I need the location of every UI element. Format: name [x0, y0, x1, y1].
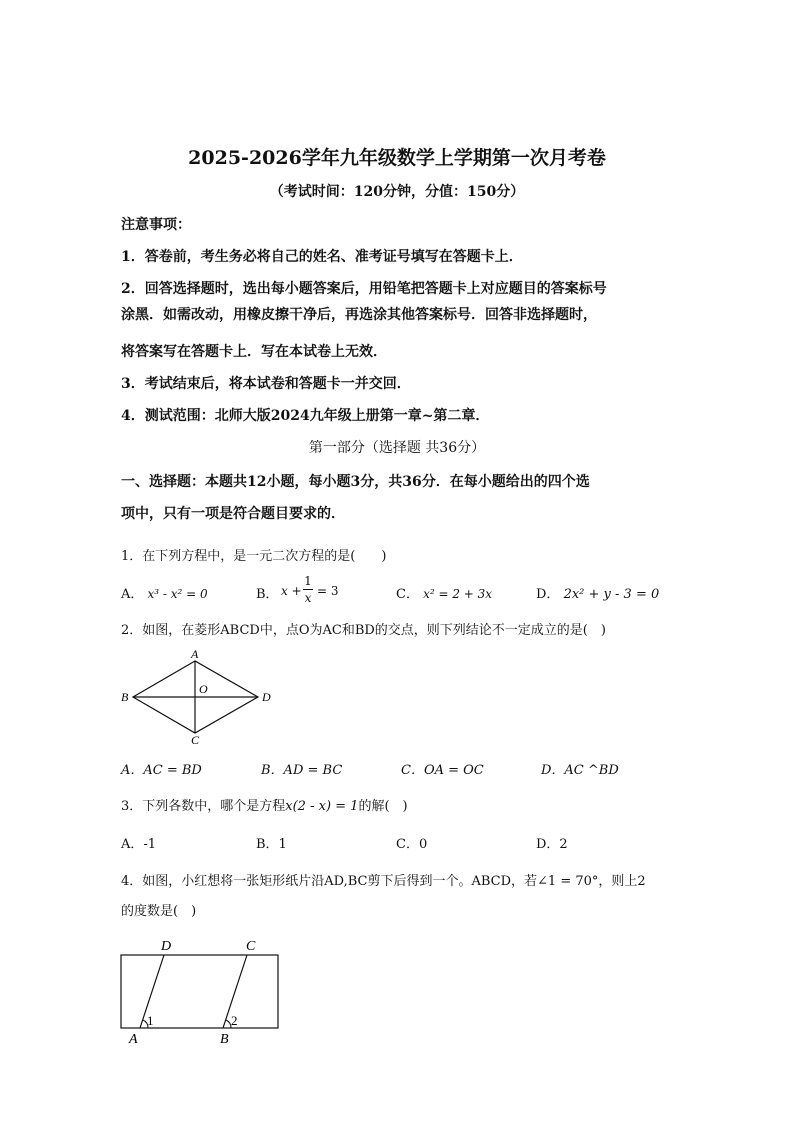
- question-2-option-b: B．AD = BC: [261, 763, 343, 778]
- question-1-option-a: A． x³ - x² = 0: [121, 587, 208, 602]
- question-3-option-b: B．1: [256, 837, 287, 852]
- page-title: 2025-2026学年九年级数学上学期第一次月考卷: [188, 147, 606, 169]
- question-4-stem-line1: 4．如图，小红想将一张矩形纸片沿AD,BC剪下后得到一个。ABCD，若∠1 = 70°，则上2: [121, 874, 646, 889]
- question-1-option-c: C． x² = 2 + 3x: [396, 587, 493, 602]
- exam-page: 2025-2026学年九年级数学上学期第一次月考卷 （考试时间：120分钟，分值：150分） 注意事项： 1．答卷前，考生务必将自己的姓名、准考证号填写在答题卡上． 2．回答选择题时，选出每小题答案后，用铅笔把答题卡上对应题目的答案标号 涂黑．如需改动，用橡皮擦干净后，再选涂其他答案标号．回答非选择题时， 将答案写在答题卡上．写在本试卷上无效． 3．考试结束后，将本试卷和答题卡一并交回． 4．测试范围：北师大版2024九年级上册第一章~第二章． 第一部分（选择题 共36分） 一、选择题：本题共12小题，每小题3分，共36分．在每小题给出的四个选 项中，只有一项是符合题目要求的． 1．在下列方程中，是一元二次方程的是( ) A． x³ - x² = 0 B． x + 1 x = 3 C． x² = 2 + 3x D． 2x² + y - 3 = 0 2．如图，在菱形ABCD中，点O为AC和BD的交点，则下列结论不一定成立的是( ) A B C D O A．AC = BD B．AD = BC C．OA = OC D．AC ^BD 3．下列各数中，哪个是方程x(2 - x) = 1的解( ) A．-1 B．1 C．0 D．2 4．如图，小红想将一张矩形纸片沿AD,BC剪下后得到一个。ABCD，若∠1 = 70°，则上2 的度数是( ) D C A B 1 2: [0, 0, 794, 1123]
- question-3-option-d: D．2: [536, 837, 568, 852]
- label-angle-1: 1: [147, 1013, 154, 1028]
- equation: x(2 - x) = 1: [285, 799, 359, 814]
- notice-heading: 注意事项：: [121, 217, 191, 233]
- question-1-stem: 1．在下列方程中，是一元二次方程的是( ): [121, 549, 387, 564]
- rectangle-outline: [121, 955, 278, 1028]
- notice-item-2-cont: 涂黑．如需改动，用橡皮擦干净后，再选涂其他答案标号．回答非选择题时，: [121, 307, 597, 323]
- question-3-stem: 3．下列各数中，哪个是方程x(2 - x) = 1的解( ): [121, 799, 408, 814]
- label-angle-2: 2: [231, 1013, 238, 1028]
- label-d: D: [161, 939, 172, 954]
- label-d: D: [262, 690, 271, 704]
- exam-info: （考试时间：120分钟，分值：150分）: [269, 184, 525, 200]
- section-heading-line1: 一、选择题：本题共12小题，每小题3分，共36分．在每小题给出的四个选: [121, 474, 590, 490]
- label-a: A: [191, 647, 199, 661]
- question-1-option-b: B．: [256, 587, 279, 602]
- question-2-option-d: D．AC ^BD: [541, 763, 619, 778]
- notice-item-2-cont2: 将答案写在答题卡上．写在本试卷上无效．: [121, 344, 387, 360]
- label-b: B: [121, 690, 129, 704]
- section-heading-line2: 项中，只有一项是符合题目要求的．: [121, 506, 345, 522]
- label-c: C: [246, 939, 256, 954]
- question-2-stem: 2．如图，在菱形ABCD中，点O为AC和BD的交点，则下列结论不一定成立的是( ): [121, 623, 606, 638]
- question-1-option-d: D． 2x² + y - 3 = 0: [536, 587, 660, 602]
- label-o: O: [199, 682, 208, 696]
- notice-item-4: 4．测试范围：北师大版2024九年级上册第一章~第二章．: [121, 408, 490, 424]
- label-a: A: [129, 1032, 138, 1047]
- notice-item-3: 3．考试结束后，将本试卷和答题卡一并交回．: [121, 376, 411, 392]
- label-c: C: [191, 733, 200, 745]
- notice-item-1: 1．答卷前，考生务必将自己的姓名、准考证号填写在答题卡上．: [121, 249, 523, 265]
- rhombus-figure: [115, 645, 285, 745]
- question-3-option-a: A．-1: [121, 837, 157, 852]
- option-c-expr: x² = 2 + 3x: [423, 587, 493, 601]
- part-heading: 第一部分（选择题 共36分）: [308, 440, 486, 456]
- question-2-option-a: A．AC = BD: [121, 763, 202, 778]
- option-d-expr: 2x² + y - 3 = 0: [563, 587, 660, 602]
- question-3-option-c: C．0: [396, 837, 428, 852]
- option-a-expr: x³ - x² = 0: [147, 587, 208, 601]
- notice-item-2: 2．回答选择题时，选出每小题答案后，用铅笔把答题卡上对应题目的答案标号: [121, 281, 607, 297]
- question-2-option-c: C．OA = OC: [401, 763, 484, 778]
- question-4-stem-line2: 的度数是( ): [121, 904, 197, 919]
- label-b: B: [220, 1032, 229, 1047]
- rectangle-figure: [112, 935, 292, 1050]
- fraction-bar: [303, 589, 313, 590]
